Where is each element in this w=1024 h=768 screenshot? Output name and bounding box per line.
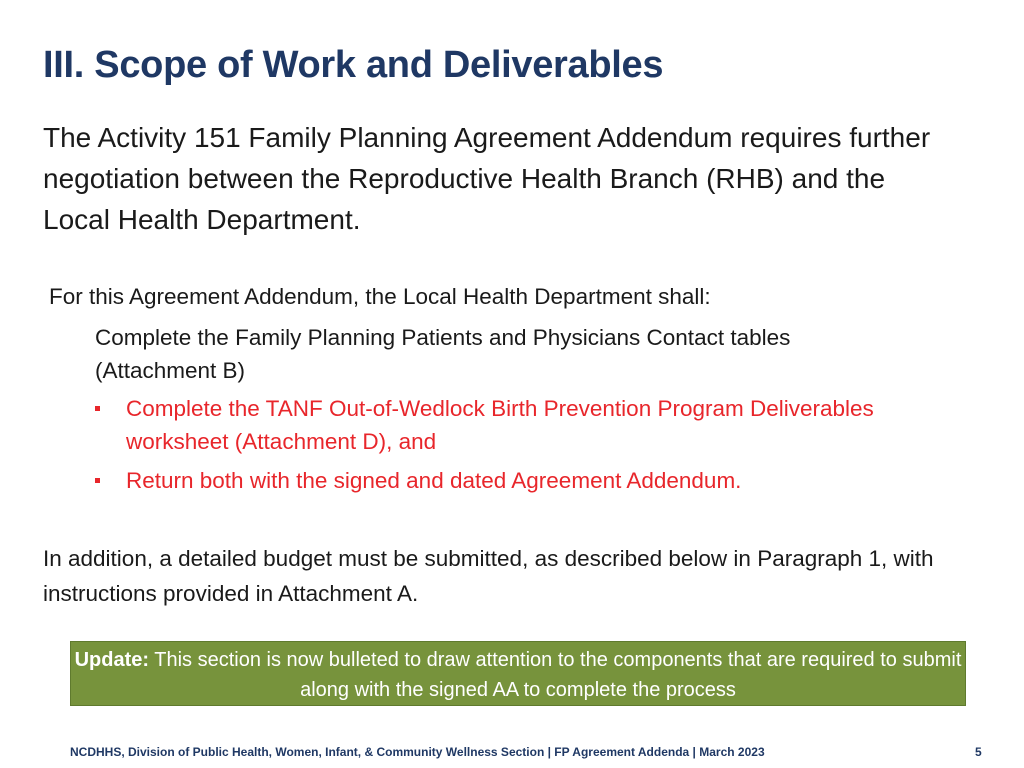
addition-paragraph: In addition, a detailed budget must be submitted, as described below in Paragraph 1, with instructions provided in Attachment A.: [43, 546, 934, 606]
update-label: Update:: [74, 649, 150, 671]
bullet-text: Complete the TANF Out-of-Wedlock Birth Prevention Program Deliverables worksheet (Attachment D), and: [126, 396, 874, 454]
update-callout: [70, 641, 966, 706]
footer-text: NCDHHS, Division of Public Health, Women, Infant, & Community Wellness Section | FP Agreement Addenda | March 2023: [70, 745, 765, 759]
slide-title: III. Scope of Work and Deliverables: [43, 44, 664, 86]
bullet-square-icon: [95, 406, 100, 411]
lead-text: For this Agreement Addendum, the Local Health Department shall:: [49, 284, 711, 309]
bullet-list: [95, 392, 895, 503]
update-text: This section is now bulleted to draw attention to the components that are required to submit along with the signed AA to complete the process: [149, 649, 962, 701]
page-number: 5: [975, 745, 982, 759]
intro-paragraph: The Activity 151 Family Planning Agreement Addendum requires further negotiation between the Reproductive Health Branch (RHB) and the Local Health Department.: [43, 122, 931, 235]
bullet-square-icon: [95, 478, 100, 483]
requirement-item: Complete the Family Planning Patients and Physicians Contact tables (Attachment B): [95, 325, 791, 383]
bullet-item: [95, 464, 895, 497]
bullet-text: Return both with the signed and dated Agreement Addendum.: [126, 468, 742, 493]
bullet-item: [95, 392, 895, 458]
